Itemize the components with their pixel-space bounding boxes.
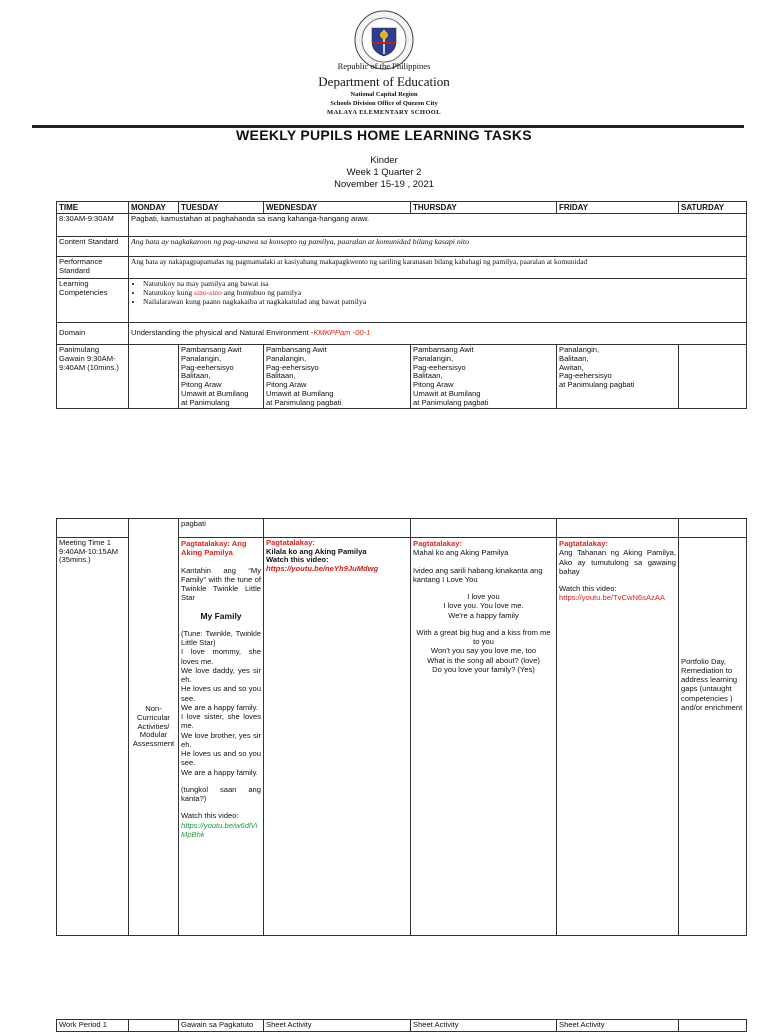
lesson-subtitle: Mahal ko ang Aking Pamilya [413, 548, 509, 558]
department-line: Department of Education [318, 74, 450, 89]
saturday-cell [679, 1020, 747, 1032]
friday-lesson [557, 538, 679, 936]
competency-text: Natutukoy na may pamilya ang bawat isa [143, 279, 269, 289]
wednesday-cell: Sheet Activity [264, 1020, 411, 1032]
col-wednesday: WEDNESDAY [264, 202, 411, 214]
col-saturday: SATURDAY [679, 202, 747, 214]
saturday-cell [679, 345, 747, 409]
friday-cell: Sheet Activity [557, 1020, 679, 1032]
lesson-intro: Kantahin ang “My Family” with the tune of Twinkle Twinkle Little Star [181, 565, 261, 603]
competency-highlight: sino-sino [194, 287, 222, 297]
activity-line: Pitong Araw [181, 380, 222, 390]
week-quarter: Week 1 Quarter 2 [346, 167, 422, 178]
activity-line: at Panimulang pagbati [413, 397, 489, 407]
competency-text: ang bumubuo ng pamilya [221, 287, 302, 297]
saturday-text: Portfolio Day, Remediation to address learning gaps (untaught competencies ) and/or enrichment [681, 656, 743, 712]
wednesday-cell [264, 345, 411, 409]
col-time: TIME [57, 202, 129, 214]
thursday-cell: Sheet Activity [411, 1020, 557, 1032]
activity-line: at Panimulang pagbati [559, 380, 635, 390]
competency-text: Natutukoy kung [143, 287, 195, 297]
meeting-time-label: Meeting Time 1 9:40AM-10:15AM (35mins.) [57, 538, 129, 936]
activity-line: Awitan, [559, 362, 584, 372]
competency-text: Nailalarawan kung paano nagkakaiba at nagkakatulad ang bawat pamilya [143, 296, 367, 306]
grade-level: Kinder [370, 155, 398, 166]
lesson-heading: Pagtatalakay: [266, 538, 315, 547]
lyric-line: Won't you say you love me, too [430, 646, 537, 656]
saturday-cell [679, 538, 747, 936]
lyric-line: I love you [467, 592, 500, 601]
table-row [57, 345, 747, 409]
panimulang-gawain-label: Panimulang Gawain 9:30AM-9:40AM (10mins.) [57, 345, 129, 409]
learning-competencies-list [129, 279, 747, 323]
tuesday-cell: pagbati [179, 519, 264, 538]
lyric-line: We love brother, yes sir eh. [181, 730, 261, 749]
thursday-cell [411, 345, 557, 409]
activity-line: Pag-eehersisyo [266, 362, 319, 372]
activity-line: Pitong Araw [266, 380, 307, 390]
saturday-cell [679, 519, 747, 538]
lyric-line: I love you. You love me. [443, 601, 524, 611]
activity-line: Pag-eehersisyo [559, 371, 612, 381]
activity-line: Balitaan, [181, 371, 211, 381]
table-row [57, 519, 747, 538]
monday-cell [129, 519, 179, 936]
video-link[interactable]: https://youtu.be/w6dlViMpBhk [181, 820, 258, 839]
col-monday: MONDAY [129, 202, 179, 214]
friday-cell [557, 345, 679, 409]
domain-text: Understanding the physical and Natural Environment - [131, 328, 314, 338]
lesson-subtitle: Kilala ko ang Aking Pamilya [266, 546, 367, 556]
schedule-table-page3 [56, 1019, 747, 1032]
lyric-line: Do you love your family? (Yes) [432, 664, 535, 674]
activity-line: Umawit at Bumilang [181, 388, 249, 398]
lyric-line: He loves us and so you see. [181, 684, 261, 703]
content-standard-text: Ang bata ay nagkakaroon ng pag-unawa sa konsepto ng pamilya, paaralan at komunidad bilang kasapi nito [129, 237, 747, 257]
activity-line: Pambansang Awit [266, 345, 327, 355]
lesson-intro: Ivideo ang sarili habang kinakanta ang kantang I Love You [413, 565, 543, 584]
lesson-text: Ang Tahanan ng Aking Pamilya, Ako ay tumutulong sa gawaing bahay [559, 548, 676, 576]
content-standard-label: Content Standard [57, 237, 129, 257]
domain-label: Domain [57, 323, 129, 345]
video-link[interactable]: https://youtu.be/TvCwN6sAzAA [559, 593, 665, 603]
list-item [143, 298, 744, 307]
lyric-line: I love mommy, she loves me. [181, 647, 261, 666]
activity-line: Balitaan, [266, 371, 296, 381]
time-cell [57, 519, 129, 538]
domain-code: KMKPPam -00-1 [313, 328, 371, 338]
schedule-table-page1 [56, 201, 747, 409]
document-title: WEEKLY PUPILS HOME LEARNING TASKS [236, 127, 532, 143]
activity-line: Panalangin, [181, 353, 222, 363]
tuesday-cell [179, 345, 264, 409]
activity-line: Panalangin, [559, 345, 600, 355]
lyric-line: I love sister, she loves me. [181, 712, 261, 731]
lyric-line: We love daddy, yes sir eh. [181, 665, 261, 685]
region-line: National Capital Region [350, 91, 418, 98]
wednesday-lesson [264, 538, 411, 936]
watch-label: Watch this video: [181, 811, 239, 821]
activity-line: Pambansang Awit [413, 345, 474, 355]
greeting-cell: Pagbati, kamustahan at paghahanda sa isang kahanga-hangang araw. [129, 214, 747, 237]
lesson-heading-title: Ang Aking Pamilya [181, 539, 247, 558]
table-row [57, 237, 747, 257]
school-line: MALAYA ELEMENTARY SCHOOL [327, 109, 441, 116]
performance-standard-text: Ang bata ay nakapagpapamalas ng pagmamalaki at kasiyahang makapagkwento ng sariling karanasan bilang kabahagi ng pamilya, paaralan at komunidad [129, 257, 747, 279]
lesson-heading: Pagtatalakay: [413, 539, 462, 548]
tuesday-cell: Gawain sa Pagkatuto [179, 1020, 264, 1032]
watch-label: Watch this video: [266, 555, 329, 565]
lesson-heading: Pagtatalakay: [559, 539, 608, 548]
table-row [57, 279, 747, 323]
learning-competencies-label: Learning Competencies [57, 279, 129, 323]
table-row [57, 214, 747, 237]
activity-line: Panalangin, [413, 353, 454, 363]
table-row [57, 323, 747, 345]
activity-line: Pitong Araw [413, 380, 454, 390]
division-line: Schools Division Office of Quezon City [330, 100, 438, 107]
time-cell: 8:30AM-9:30AM [57, 214, 129, 237]
col-friday: FRIDAY [557, 202, 679, 214]
activity-line: Pag-eehersisyo [413, 362, 466, 372]
activity-line: at Panimulang [181, 397, 230, 407]
monday-cell [129, 345, 179, 409]
activity-line: Balitaan, [413, 371, 443, 381]
schedule-table-page2 [56, 518, 747, 936]
lyric-line: (Tune: Twinkle, Twinkle Little Star) [181, 628, 261, 648]
activity-line: Umawit at Bumilang [266, 388, 334, 398]
table-header-row [57, 202, 747, 214]
activity-line: Pambansang Awit [181, 345, 242, 355]
wednesday-cell [264, 519, 411, 538]
lyric-line: With a great big hug and a kiss from me to you [416, 627, 551, 646]
performance-standard-label: Performance Standard [57, 257, 129, 279]
lyric-line: We're a happy family [448, 610, 519, 620]
lyric-line: What is the song all about? (love) [427, 655, 540, 665]
time-cell: Work Period 1 [57, 1020, 129, 1032]
song-question: (tungkol saan ang kanta?) [181, 784, 261, 804]
watch-label: Watch this video: [559, 584, 617, 593]
table-row [57, 1020, 747, 1032]
domain-cell [129, 323, 747, 345]
col-thursday: THURSDAY [411, 202, 557, 214]
thursday-cell [411, 519, 557, 538]
activity-line: Pag-eehersisyo [181, 362, 234, 372]
lesson-heading [181, 539, 261, 558]
lyric-line: He loves us and so you see. [181, 749, 261, 768]
tuesday-lesson [179, 538, 264, 936]
activity-line: Balitaan, [559, 353, 589, 363]
video-link[interactable]: https://youtu.be/neYh9JuMdwg [266, 564, 379, 574]
lesson-heading-label: Pagtatalakay: [181, 539, 230, 548]
date-range: November 15-19 , 2021 [334, 179, 434, 190]
activity-line: Panalangin, [266, 353, 307, 363]
monday-cell [129, 1020, 179, 1032]
thursday-lesson [411, 538, 557, 936]
table-row [57, 257, 747, 279]
activity-line: Umawit at Bumilang [413, 388, 481, 398]
lyric-line: We are a happy family. [181, 767, 258, 777]
monday-text: Non-Curricular Activities/ Modular Assessment [132, 704, 175, 749]
song-title: My Family [200, 610, 242, 621]
lyric-line: We are a happy family. [181, 702, 258, 712]
col-tuesday: TUESDAY [179, 202, 264, 214]
activity-line: at Panimulang pagbati [266, 397, 342, 407]
friday-cell [557, 519, 679, 538]
republic-line: Republic of the Philippines [337, 61, 431, 71]
